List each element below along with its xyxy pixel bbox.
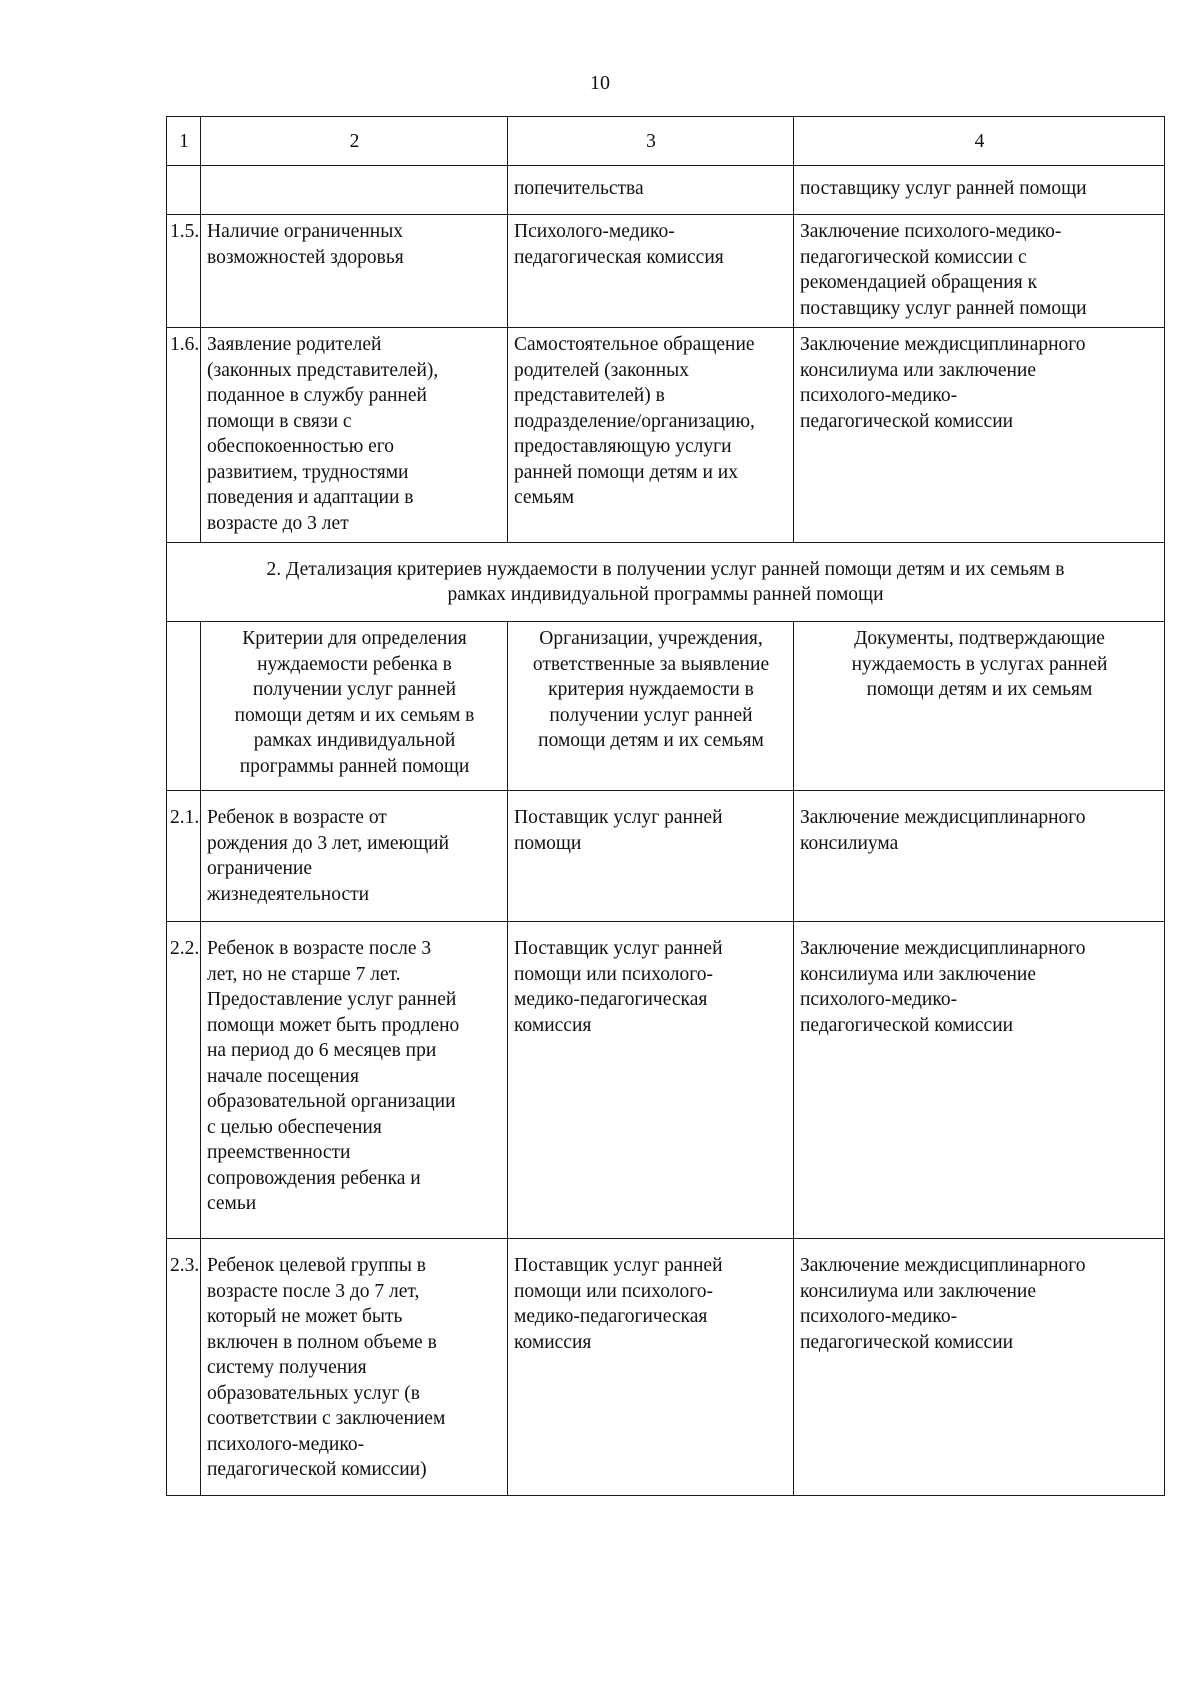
row-number [167,166,201,215]
document-cell: поставщику услуг ранней помощи [794,166,1165,215]
criterion-cell: Наличие ограниченных возможностей здоровья [201,215,508,328]
table-row [167,215,1165,328]
column-number-row [167,117,1165,166]
table-row [167,166,1165,215]
criterion-cell: Ребенок в возрасте после 3 лет, но не старше 7 лет. Предоставление услуг ранней помощи может быть продлено на период до 6 месяцев при начале посещения образовательной организации с целью обеспечения преемственности сопровождения ребенка и семьи [201,922,508,1239]
document-cell: Заключение междисциплинарного консилиума или заключение психолого-медико- педагогической комиссии [794,328,1165,543]
responsible-cell: Поставщик услуг ранней помощи или психолого- медико-педагогическая комиссия [508,1239,794,1496]
row-number: 2.2. [167,922,201,1239]
responsible-cell: Психолого-медико- педагогическая комиссия [508,215,794,328]
criterion-cell [201,166,508,215]
criteria-table [166,116,1165,1496]
document-cell: Заключение психолого-медико- педагогической комиссии с рекомендацией обращения к поставщику услуг ранней помощи [794,215,1165,328]
responsible-cell: Поставщик услуг ранней помощи или психолого- медико-педагогическая комиссия [508,922,794,1239]
section-title-row [167,543,1165,622]
section-header-row [167,622,1165,791]
column-number-2: 2 [201,117,508,166]
table-row [167,1239,1165,1496]
table-row [167,922,1165,1239]
column-number-1: 1 [167,117,201,166]
document-cell: Заключение междисциплинарного консилиума [794,791,1165,922]
criterion-cell: Ребенок в возрасте от рождения до 3 лет, имеющий ограничение жизнедеятельности [201,791,508,922]
page-number: 10 [590,72,610,94]
column-number-4: 4 [794,117,1165,166]
document-header: Документы, подтверждающие нуждаемость в услугах ранней помощи детям и их семьям [794,622,1165,791]
criterion-cell: Ребенок целевой группы в возрасте после 3 до 7 лет, который не может быть включен в полном объеме в систему получения образовательных услуг (в соответствии с заключением психолого-медико- педагогической комиссии) [201,1239,508,1496]
document-cell: Заключение междисциплинарного консилиума или заключение психолого-медико- педагогической комиссии [794,1239,1165,1496]
responsible-cell: Поставщик услуг ранней помощи [508,791,794,922]
section-title: 2. Детализация критериев нуждаемости в получении услуг ранней помощи детям и их семьям в рамках индивидуальной программы ранней помощи [167,543,1165,622]
row-number [167,622,201,791]
column-number-3: 3 [508,117,794,166]
row-number: 1.5. [167,215,201,328]
responsible-header: Организации, учреждения, ответственные за выявление критерия нуждаемости в получении услуг ранней помощи детям и их семьям [508,622,794,791]
document-cell: Заключение междисциплинарного консилиума или заключение психолого-медико- педагогической комиссии [794,922,1165,1239]
table-row [167,328,1165,543]
table-row [167,791,1165,922]
row-number: 2.3. [167,1239,201,1496]
row-number: 1.6. [167,328,201,543]
criterion-cell: Заявление родителей (законных представителей), поданное в службу ранней помощи в связи с обеспокоенностью его развитием, трудностями поведения и адаптации в возрасте до 3 лет [201,328,508,543]
row-number: 2.1. [167,791,201,922]
responsible-cell: Самостоятельное обращение родителей (законных представителей) в подразделение/организацию, предоставляющую услуги ранней помощи детям и их семьям [508,328,794,543]
criterion-header: Критерии для определения нуждаемости ребенка в получении услуг ранней помощи детям и их семьям в рамках индивидуальной программы ранней помощи [201,622,508,791]
responsible-cell: попечительства [508,166,794,215]
